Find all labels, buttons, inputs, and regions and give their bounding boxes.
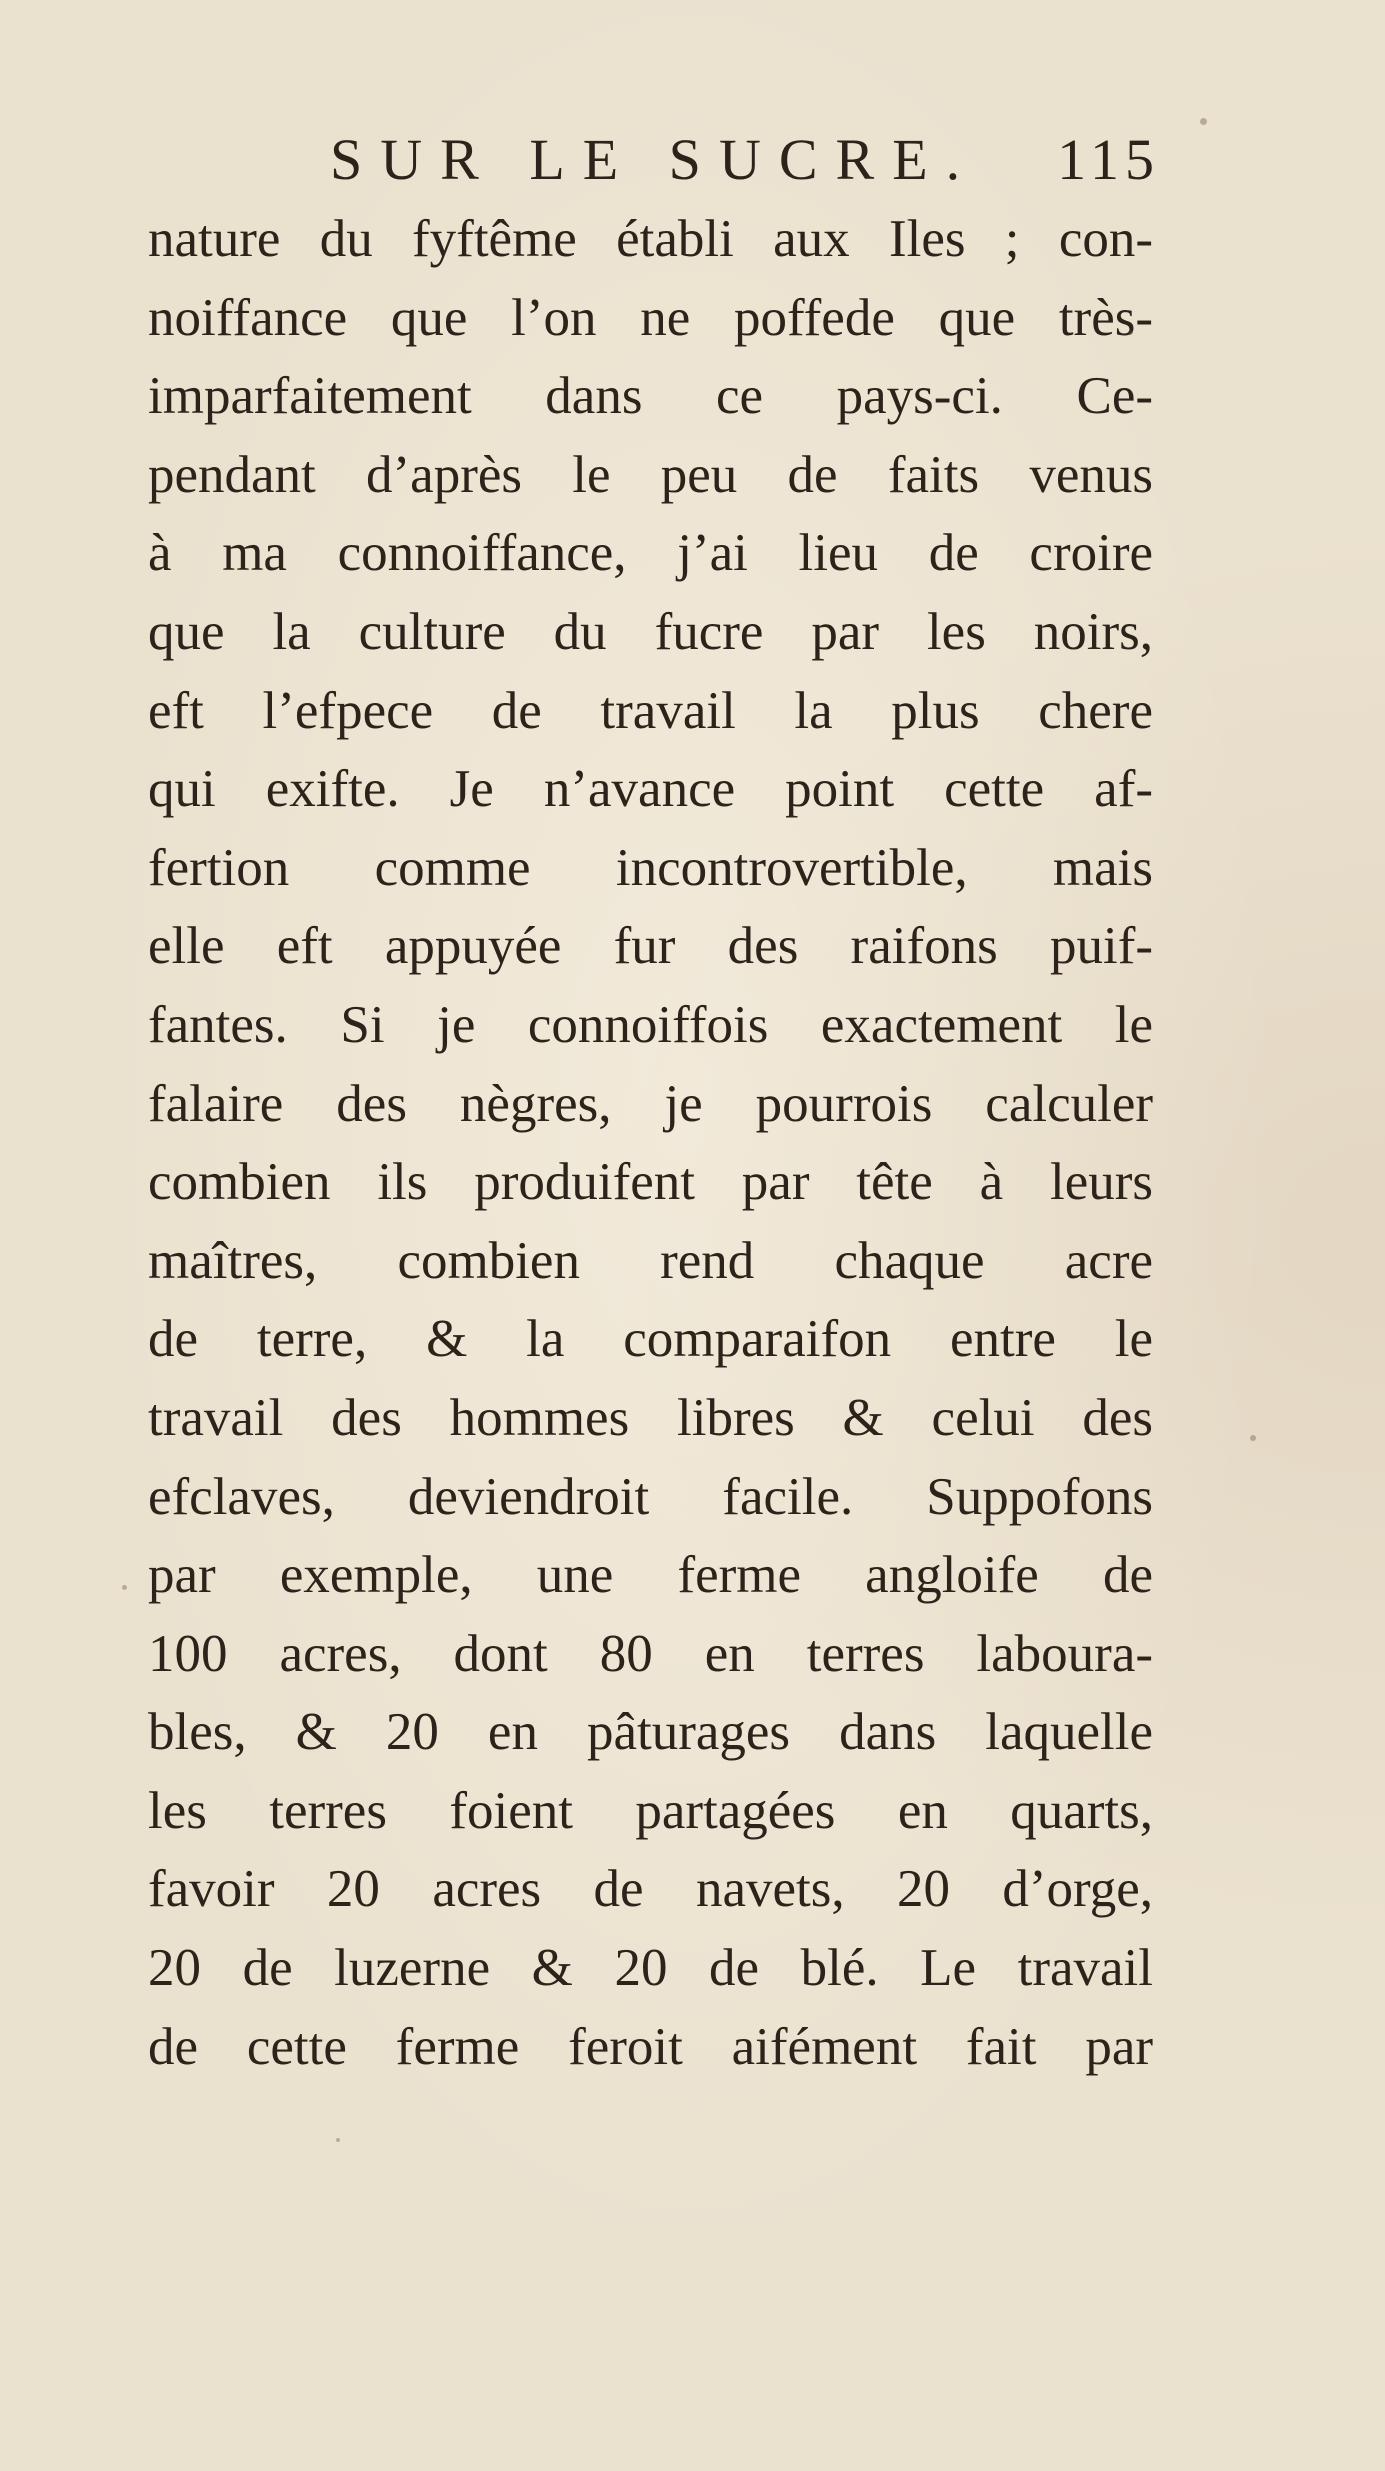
- body-text: [148, 200, 1153, 2086]
- text-line: que la culture du fucre par les noirs,: [148, 602, 1153, 661]
- text-line: à ma connoiffance, j’ai lieu de croire: [148, 524, 1153, 583]
- text-line: favoir 20 acres de navets, 20 d’orge,: [148, 1860, 1153, 1919]
- text-line: eft l’efpece de travail la plus chere: [148, 681, 1153, 740]
- text-line: efclaves, deviendroit facile. Suppofons: [148, 1467, 1153, 1526]
- text-line: travail des hommes libres & celui des: [148, 1388, 1153, 1447]
- text-line: fertion comme incontrovertible, mais: [148, 838, 1153, 897]
- text-line: bles, & 20 en pâturages dans laquelle: [148, 1703, 1153, 1762]
- text-line: 20 de luzerne & 20 de blé. Le travail: [148, 1939, 1153, 1998]
- text-line: maîtres, combien rend chaque acre: [148, 1231, 1153, 1290]
- text-line: combien ils produifent par tête à leurs: [148, 1153, 1153, 1212]
- paper-speck: [1128, 330, 1133, 335]
- text-line: fantes. Si je connoiffois exactement le: [148, 995, 1153, 1054]
- text-line: falaire des nègres, je pourrois calculer: [148, 1074, 1153, 1133]
- text-line: 100 acres, dont 80 en terres laboura-: [148, 1624, 1153, 1683]
- text-line: nature du fyftême établi aux Iles ; con-: [148, 210, 1153, 268]
- text-line: imparfaitement dans ce pays-ci. Ce-: [148, 367, 1153, 426]
- paper-speck: [122, 1585, 127, 1590]
- text-line: les terres foient partagées en quarts,: [148, 1781, 1153, 1840]
- paper-speck: [336, 2138, 340, 2142]
- text-line: qui exifte. Je n’avance point cette af-: [148, 760, 1153, 819]
- text-line: noiffance que l’on ne poffede que très-: [148, 288, 1153, 347]
- page-number: 115: [1057, 127, 1160, 192]
- text-line: de terre, & la comparaifon entre le: [148, 1310, 1153, 1369]
- text-line: par exemple, une ferme angloife de: [148, 1546, 1153, 1605]
- text-line: de cette ferme feroit aifément fait par: [148, 2017, 1153, 2076]
- text-line: pendant d’après le peu de faits venus: [148, 445, 1153, 504]
- text-line: elle eft appuyée fur des raifons puif-: [148, 917, 1153, 976]
- running-head: SUR LE SUCRE.: [330, 127, 979, 192]
- page-header: [330, 120, 1210, 200]
- paper-speck: [1200, 118, 1207, 125]
- paper-speck: [1250, 1435, 1256, 1441]
